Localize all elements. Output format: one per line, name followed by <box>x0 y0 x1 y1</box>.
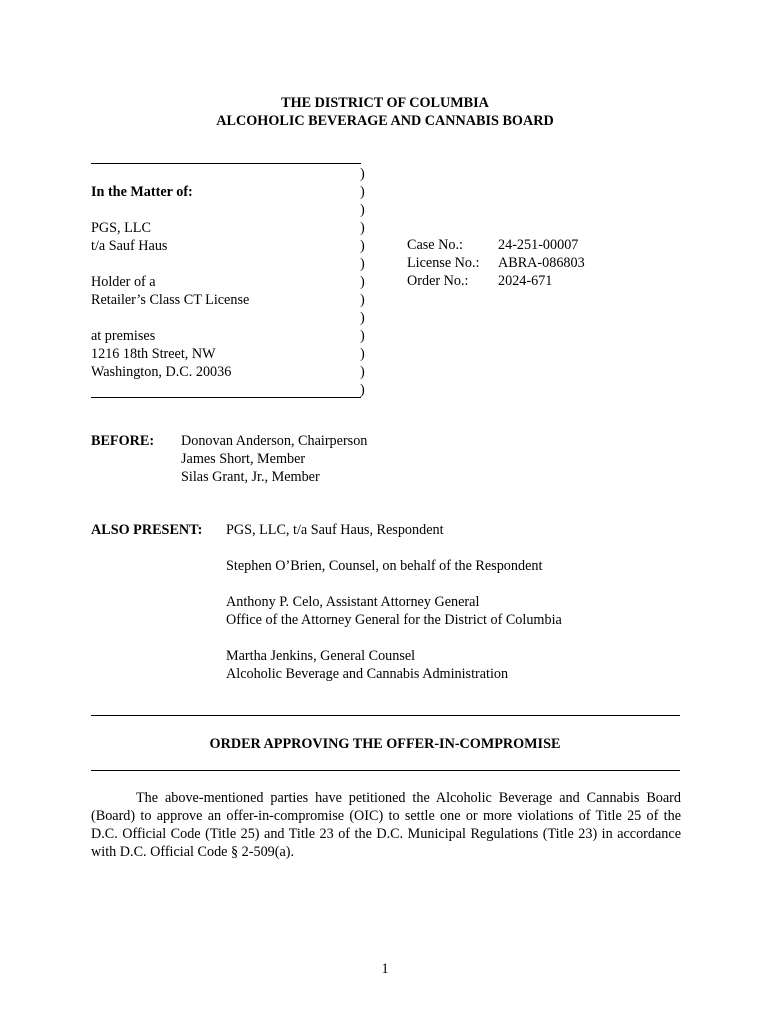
attendee-line: Alcoholic Beverage and Cannabis Administration <box>226 666 509 682</box>
order-title: ORDER APPROVING THE OFFER-IN-COMPROMISE <box>209 736 561 752</box>
paren: ) <box>360 292 365 308</box>
caption-spacer <box>91 201 361 219</box>
attendee-group <box>226 557 562 575</box>
paren: ) <box>360 274 365 290</box>
paren: ) <box>360 184 365 200</box>
board-member: Donovan Anderson, Chairperson <box>181 433 368 449</box>
caption-line: Holder of a <box>91 274 156 290</box>
order-number-label: Order No.: <box>407 273 469 289</box>
board-member: James Short, Member <box>181 451 306 467</box>
attendee-line: Martha Jenkins, General Counsel <box>226 648 416 664</box>
body-paragraph <box>91 789 681 861</box>
page-number: 1 <box>381 961 389 977</box>
license-number-label: License No.: <box>407 255 480 271</box>
paren: ) <box>360 382 365 398</box>
case-info <box>407 236 585 290</box>
paren: ) <box>360 202 365 218</box>
paren: ) <box>360 220 365 236</box>
attendee-line: Stephen O’Brien, Counsel, on behalf of the Respondent <box>226 558 543 574</box>
attendee-group <box>226 593 562 629</box>
case-number-label: Case No.: <box>407 237 463 253</box>
caption-line: t/a Sauf Haus <box>91 238 168 254</box>
title-bottom-rule <box>91 770 680 771</box>
paren: ) <box>360 346 365 362</box>
paragraph-text: The above-mentioned parties have petitioned the Alcoholic Beverage and Cannabis Board (Board) to approve an offer-in-compromise (OIC) to settle one or more violations of Title 25 of the D.C. Official Code (Title 25) and Title 23 of the D.C. Municipal Regulations (Title 23) in accordance with D.C. Official Code § 2-509(a). <box>91 790 681 860</box>
caption-line: Washington, D.C. 20036 <box>91 364 232 380</box>
license-number-value: ABRA-086803 <box>498 255 585 271</box>
title-top-rule <box>91 715 680 716</box>
paren: ) <box>360 310 365 326</box>
caption-line: PGS, LLC <box>91 220 151 236</box>
paren: ) <box>360 166 365 182</box>
before-label: BEFORE: <box>91 433 155 449</box>
attendee-line: Anthony P. Celo, Assistant Attorney General <box>226 594 480 610</box>
attendee-line: Office of the Attorney General for the District of Columbia <box>226 612 562 628</box>
board-members <box>181 432 367 486</box>
paren: ) <box>360 238 365 254</box>
also-present-list <box>226 521 562 701</box>
caption-line: at premises <box>91 328 156 344</box>
paren: ) <box>360 328 365 344</box>
header-line-1: THE DISTRICT OF COLUMBIA <box>281 95 489 111</box>
caption-block <box>91 183 361 381</box>
attendee-line: PGS, LLC, t/a Sauf Haus, Respondent <box>226 522 444 538</box>
order-number-value: 2024-671 <box>498 273 553 289</box>
caption-line <box>91 309 361 327</box>
also-present-label: ALSO PRESENT: <box>91 522 203 538</box>
order-number-row <box>407 272 585 290</box>
document-header <box>0 94 770 130</box>
case-number-value: 24-251-00007 <box>498 237 579 253</box>
board-member: Silas Grant, Jr., Member <box>181 469 320 485</box>
caption-top-rule <box>91 163 361 164</box>
case-number-row <box>407 236 585 254</box>
paren: ) <box>360 364 365 380</box>
caption-line: Retailer’s Class CT License <box>91 292 250 308</box>
caption-line <box>91 255 361 273</box>
attendee-group <box>226 647 562 683</box>
caption-bottom-rule <box>91 397 361 398</box>
license-number-row <box>407 254 585 272</box>
paren: ) <box>360 256 365 272</box>
matter-label: In the Matter of: <box>91 184 193 200</box>
caption-line: 1216 18th Street, NW <box>91 346 216 362</box>
caption-parentheses <box>360 165 370 399</box>
attendee-group <box>226 521 562 539</box>
header-line-2: ALCOHOLIC BEVERAGE AND CANNABIS BOARD <box>216 113 554 129</box>
